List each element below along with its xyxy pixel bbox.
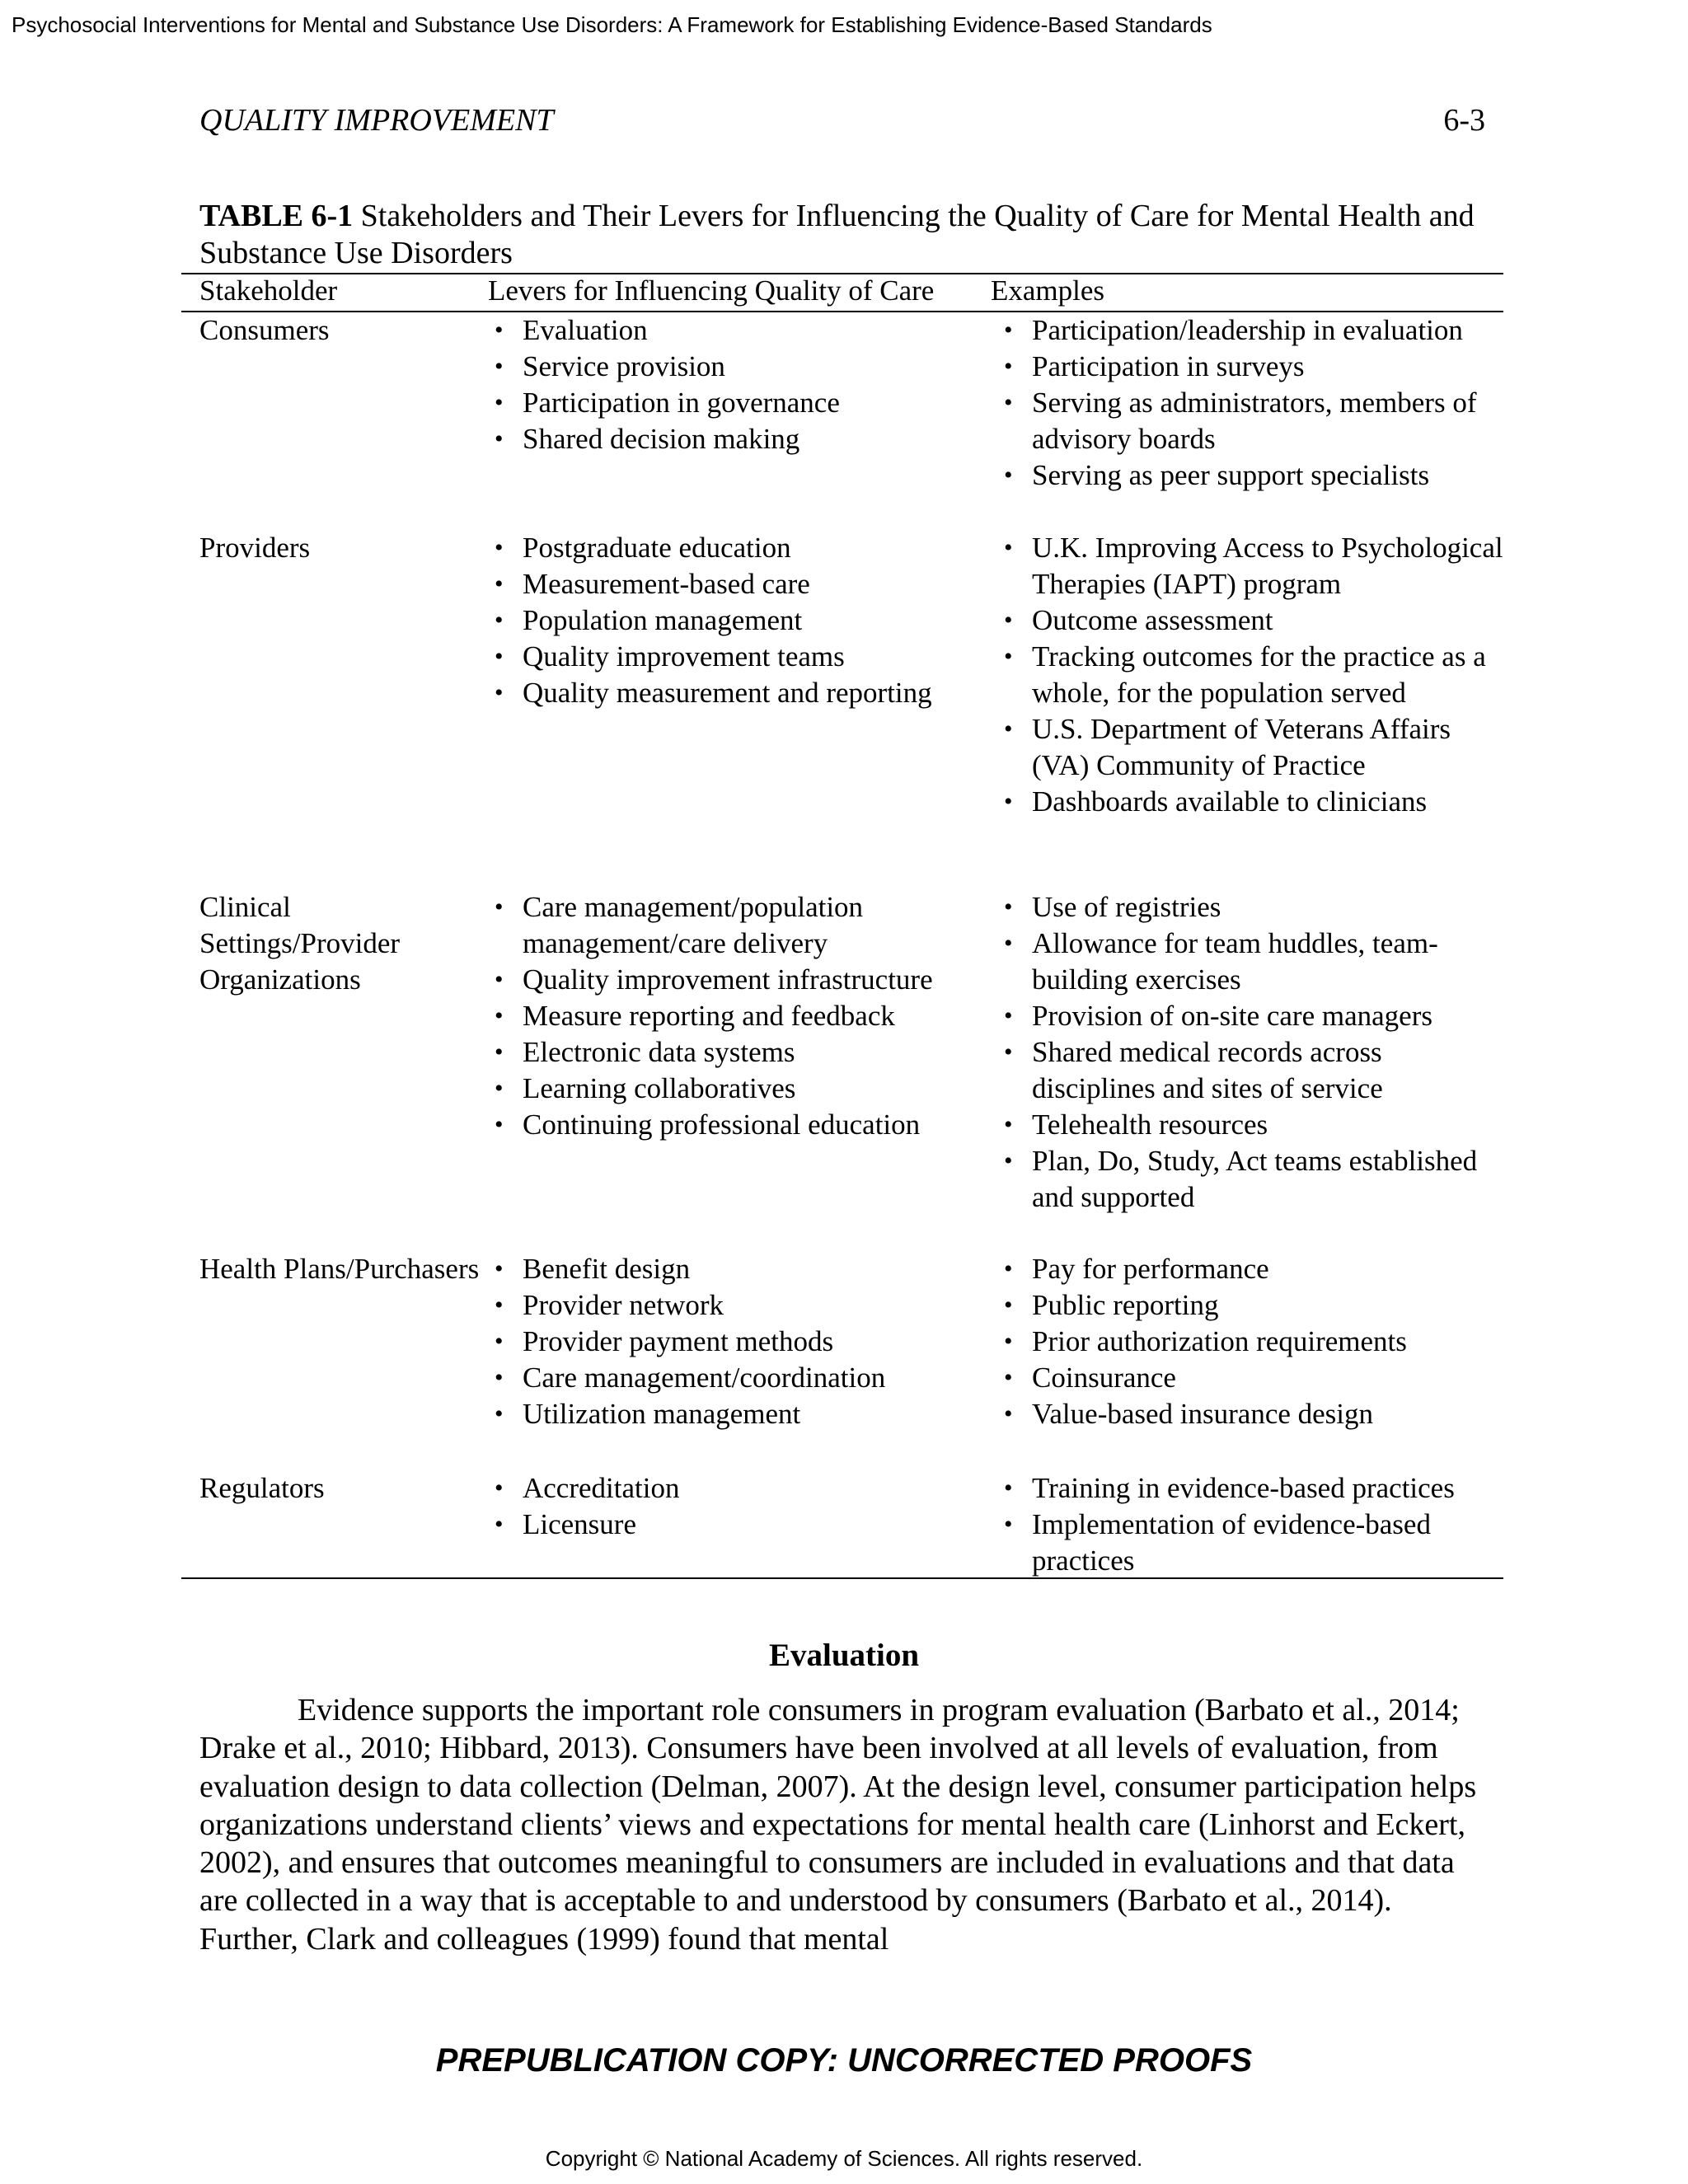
section-heading: Evaluation <box>768 1638 920 1673</box>
lever-item: • Quality improvement teams <box>488 639 991 675</box>
example-item: • Use of registries <box>997 889 1503 926</box>
example-item: • Implementation of evidence-based practices <box>997 1507 1503 1579</box>
lever-item: • Provider payment methods <box>488 1324 991 1360</box>
examples-list <box>997 312 1503 494</box>
example-item: • Coinsurance <box>997 1360 1503 1396</box>
column-header-levers: Levers for Influencing Quality of Care <box>488 274 935 307</box>
running-head <box>199 99 1485 142</box>
stakeholder-cell: Health Plans/Purchasers <box>199 1253 480 1285</box>
column-header-stakeholder: Stakeholder <box>199 274 338 307</box>
example-item: • Provision of on-site care managers <box>997 998 1503 1034</box>
example-item: • Dashboards available to clinicians <box>997 784 1503 820</box>
example-item: • Serving as peer support specialists <box>997 457 1503 494</box>
lever-item: • Measure reporting and feedback <box>488 998 991 1034</box>
table-row <box>181 312 1503 530</box>
levers-list <box>488 1470 991 1543</box>
lever-item: • Service provision <box>488 349 991 385</box>
example-item: • U.S. Department of Veterans Affairs (VA) Community of Practice <box>997 711 1503 784</box>
prepublication-notice: PREPUBLICATION COPY: UNCORRECTED PROOFS <box>435 2042 1253 2079</box>
levers-list <box>488 889 991 1143</box>
lever-item: • Continuing professional education <box>488 1107 991 1143</box>
levers-list <box>488 312 991 457</box>
lever-item: • Care management/coordination <box>488 1360 991 1396</box>
lever-item: • Quality measurement and reporting <box>488 675 991 711</box>
lever-item: • Accreditation <box>488 1470 991 1507</box>
column-header-examples: Examples <box>991 274 1105 307</box>
lever-item: • Measurement-based care <box>488 566 991 602</box>
lever-item: • Evaluation <box>488 312 991 349</box>
stakeholder-table <box>181 273 1503 1579</box>
lever-item: • Provider network <box>488 1287 991 1324</box>
levers-list <box>488 1251 991 1432</box>
lever-item: • Utilization management <box>488 1396 991 1432</box>
lever-item: • Population management <box>488 602 991 639</box>
example-item: • Prior authorization requirements <box>997 1324 1503 1360</box>
copyright-notice: Copyright © National Academy of Sciences. All rights reserved. <box>545 2146 1143 2171</box>
lever-item: • Learning collaboratives <box>488 1071 991 1107</box>
examples-list <box>997 530 1503 820</box>
example-item: • U.K. Improving Access to Psychological Therapies (IAPT) program <box>997 530 1503 602</box>
example-item: • Public reporting <box>997 1287 1503 1324</box>
page-number: 6-3 <box>1443 103 1485 138</box>
stakeholder-cell: Consumers <box>199 314 330 346</box>
document-banner: Psychosocial Interventions for Mental and Substance Use Disorders: A Framework for Establishing Evidence-Based Standards <box>12 12 1212 37</box>
table-row <box>181 1251 1503 1470</box>
stakeholder-cell: Clinical Settings/Provider Organizations <box>199 891 401 996</box>
table-caption <box>199 198 1485 272</box>
lever-item: • Shared decision making <box>488 421 991 457</box>
example-item: • Shared medical records across disciplines and sites of service <box>997 1034 1503 1107</box>
table-header-row <box>181 274 1503 312</box>
example-item: • Allowance for team huddles, team-building exercises <box>997 926 1503 998</box>
table-row <box>181 1470 1503 1577</box>
lever-item: • Care management/population management/care delivery <box>488 889 991 962</box>
examples-list <box>997 1470 1503 1579</box>
example-item: • Tracking outcomes for the practice as a whole, for the population served <box>997 639 1503 711</box>
examples-list <box>997 1251 1503 1432</box>
example-item: • Pay for performance <box>997 1251 1503 1287</box>
stakeholder-cell: Regulators <box>199 1472 325 1504</box>
body-paragraph: Evidence supports the important role consumers in program evaluation (Barbato et al., 2014; Drake et al., 2010; Hibbard, 2013). Consumers have been involved at all levels of evaluation, from evaluation design to data collection (Delman, 2007). At the design level, consumer participation helps organizations understand clients’ views and expectations for mental health care (Linhorst and Eckert, 2002), and ensures that outcomes meaningful to consumers are included in evaluations and that data are collected in a way that is acceptable to and understood by consumers (Barbato et al., 2014). Further, Clark and colleagues (1999) found that mental <box>199 1693 1477 1957</box>
lever-item: • Licensure <box>488 1507 991 1543</box>
example-item: • Participation in surveys <box>997 349 1503 385</box>
lever-item: • Quality improvement infrastructure <box>488 962 991 998</box>
table-row <box>181 889 1503 1251</box>
example-item: • Serving as administrators, members of advisory boards <box>997 385 1503 457</box>
example-item: • Value-based insurance design <box>997 1396 1503 1432</box>
table-row <box>181 530 1503 889</box>
lever-item: • Postgraduate education <box>488 530 991 566</box>
example-item: • Participation/leadership in evaluation <box>997 312 1503 349</box>
lever-item: • Benefit design <box>488 1251 991 1287</box>
table-title: Stakeholders and Their Levers for Influencing the Quality of Care for Mental Health and Substance Use Disorders <box>199 199 1475 270</box>
examples-list <box>997 889 1503 1216</box>
table-label: TABLE 6-1 <box>199 199 354 233</box>
example-item: • Outcome assessment <box>997 602 1503 639</box>
lever-item: • Electronic data systems <box>488 1034 991 1071</box>
lever-item: • Participation in governance <box>488 385 991 421</box>
example-item: • Plan, Do, Study, Act teams established and supported <box>997 1143 1503 1216</box>
levers-list <box>488 530 991 711</box>
running-head-section: QUALITY IMPROVEMENT <box>199 103 554 138</box>
example-item: • Training in evidence-based practices <box>997 1470 1503 1507</box>
stakeholder-cell: Providers <box>199 532 311 564</box>
example-item: • Telehealth resources <box>997 1107 1503 1143</box>
